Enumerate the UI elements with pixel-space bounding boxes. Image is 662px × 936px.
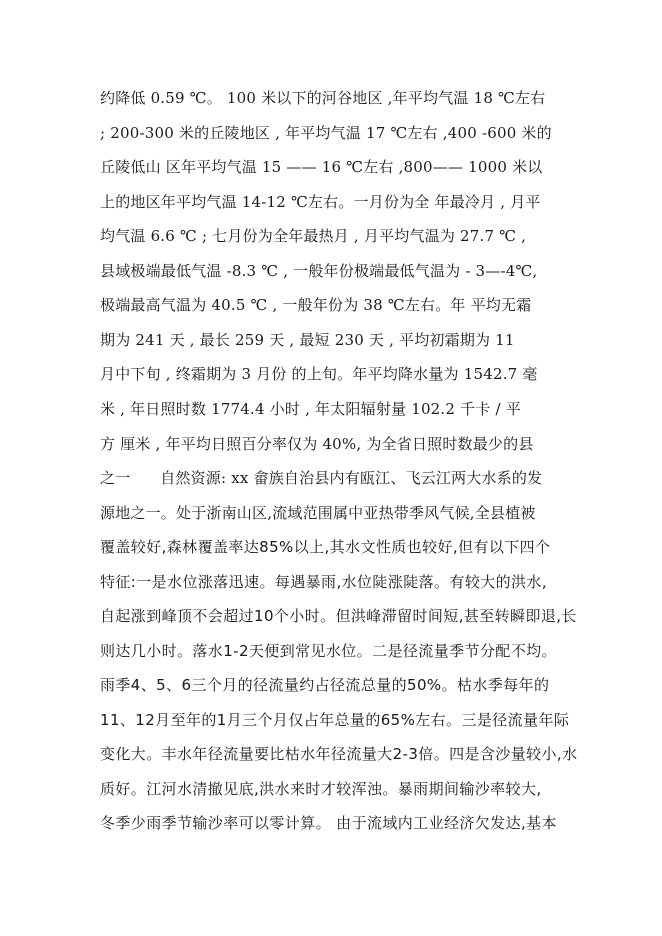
text-line: 方 厘米 , 年平均日照百分率仅为 40%, 为全省日照时数最少的县 bbox=[100, 435, 534, 453]
text-line: 均气温 6.6 ℃ ; 七月份为全年最热月 , 月平均气温为 27.7 ℃ , bbox=[100, 227, 527, 245]
text-line: 质好。江河水清撤见底,洪水来时才较浑浊。暴雨期间输沙率较大, bbox=[100, 780, 542, 798]
text-line: ; 200-300 米的丘陵地区 , 年平均气温 17 ℃左右 ,400 -600 米的 bbox=[100, 124, 552, 142]
text-line: 极端最高气温为 40.5 ℃ , 一般年份为 38 ℃左右。年 平均无霜 bbox=[100, 296, 532, 314]
text-line: 县域极端最低气温 -8.3 ℃ , 一般年份极端最低气温为 - 3—-4℃, bbox=[100, 262, 538, 280]
text-line: 自起涨到峰顶不会超过10个小时。但洪峰滞留时间短,甚至转瞬即退,长 bbox=[100, 607, 577, 625]
text-line: 期为 241 天 , 最长 259 天 , 最短 230 天 , 平均初霜期为 11 bbox=[100, 331, 515, 349]
text-line: 约降低 0.59 ℃。 100 米以下的河谷地区 ,年平均气温 18 ℃左右 bbox=[100, 89, 546, 107]
text-line: 源地之一。处于浙南山区,流域范围属中亚热带季风气候,全县植被 bbox=[100, 504, 536, 522]
text-line: 覆盖较好,森林覆盖率达85%以上,其水文性质也较好,但有以下四个 bbox=[100, 538, 551, 556]
text-line: 冬季少雨季节输沙率可以零计算。 由于流域内工业经济欠发达,基本 bbox=[100, 814, 557, 832]
text-line: 则达几小时。落水1-2天便到常见水位。二是径流量季节分配不均。 bbox=[100, 642, 557, 660]
text-line: 雨季4、5、6三个月的径流量约占径流总量的50%。枯水季每年的 bbox=[100, 676, 550, 694]
text-line: 上的地区年平均气温 14-12 ℃左右。一月份为全 年最冷月 , 月平 bbox=[100, 193, 541, 211]
text-line: 变化大。丰水年径流量要比枯水年径流量大2-3倍。四是含沙量较小,水 bbox=[100, 745, 578, 763]
text-line: 米 , 年日照时数 1774.4 小时 , 年太阳辐射量 102.2 千卡 / 平 bbox=[100, 400, 521, 418]
text-line: 之一 自然资源: xx 畲族自治县内有瓯江、飞云江两大水系的发 bbox=[100, 469, 543, 487]
text-line: 特征:一是水位涨落迅速。每遇暴雨,水位陡涨陡落。有较大的洪水, bbox=[100, 573, 547, 591]
text-line: 月中下旬 , 终霜期为 3 月份 的上旬。年平均降水量为 1542.7 毫 bbox=[100, 365, 538, 383]
text-line: 丘陵低山 区年平均气温 15 —— 16 ℃左右 ,800—— 1000 米以 bbox=[100, 158, 543, 176]
text-line: 11、12月至年的1月三个月仅占年总量的65%左右。三是径流量年际 bbox=[100, 711, 570, 729]
